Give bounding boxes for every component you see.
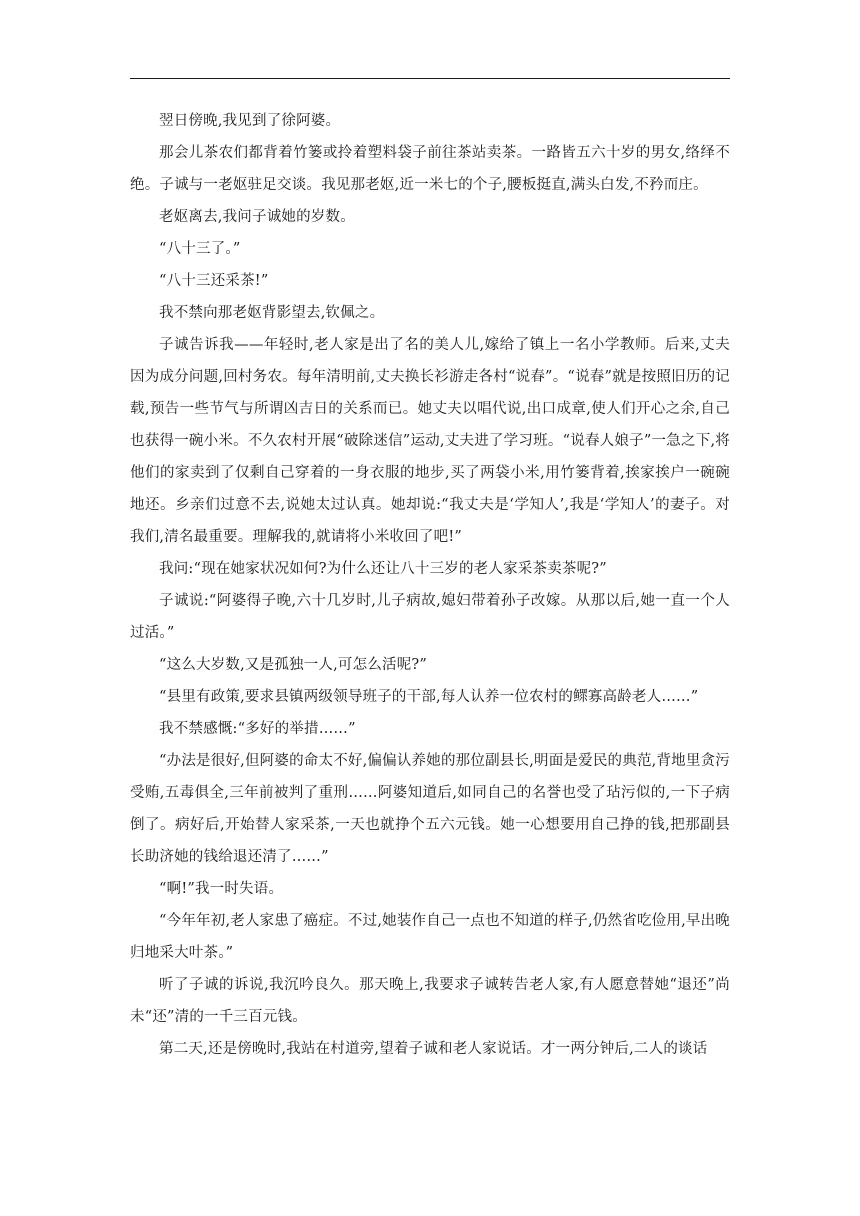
paragraph: 子诚说:“阿婆得子晚,六十几岁时,儿子病故,媳妇带着孙子改嫁。从那以后,她一直一个人过活。” xyxy=(130,593,730,641)
paragraph: “这么大岁数,又是孤独一人,可怎么活呢?” xyxy=(159,657,428,673)
paragraph: 第二天,还是傍晚时,我站在村道旁,望着子诚和老人家说话。才一两分钟后,二人的谈话 xyxy=(159,1041,708,1057)
paragraph: 子诚告诉我——年轻时,老人家是出了名的美人儿,嫁给了镇上一名小学教师。后来,丈夫因为成分问题,回村务农。每年清明前,丈夫换长衫游走各村“说春”。“说春”就是按照旧历的记载,预告一些节气与所谓凶吉日的关系而已。她丈夫以唱代说,出口成章,使人们开心之余,自己也获得一碗小米。不久农村开展“破除迷信”运动,丈夫进了学习班。“说春人娘子”一急之下,将他们的家卖到了仅剩自己穿着的一身衣服的地步,买了两袋小米,用竹篓背着,挨家挨户一碗碗地还。乡亲们过意不去,说她太过认真。她却说:“我丈夫是‘学知人’,我是‘学知人’的妻子。对我们,清名最重要。理解我的,就请将小米收回了吧!” xyxy=(130,337,730,545)
story-body xyxy=(130,105,730,1065)
paragraph: 我不禁感慨:“多好的举措……” xyxy=(159,721,356,737)
paragraph: 那会儿茶农们都背着竹篓或拎着塑料袋子前往茶站卖茶。一路皆五六十岁的男女,络绎不绝。子诚与一老妪驻足交谈。我见那老妪,近一米七的个子,腰板挺直,满头白发,不矜而庄。 xyxy=(130,145,730,193)
paragraph: “八十三了。” xyxy=(159,241,241,257)
paragraph: “办法是很好,但阿婆的命太不好,偏偏认养她的那位副县长,明面是爱民的典范,背地里贪污受贿,五毒俱全,三年前被判了重刑……阿婆知道后,如同自己的名誉也受了玷污似的,一下子病倒了。病好后,开始替人家采茶,一天也就挣个五六元钱。她一心想要用自己挣的钱,把那副县长助济她的钱给退还清了……” xyxy=(130,753,730,865)
paragraph: 我不禁向那老妪背影望去,钦佩之。 xyxy=(159,305,385,321)
paragraph: 我问:“现在她家状况如何?为什么还让八十三岁的老人家采茶卖茶呢?” xyxy=(159,561,607,577)
paragraph: 老妪离去,我问子诚她的岁数。 xyxy=(159,209,355,225)
paragraph: 听了子诚的诉说,我沉吟良久。那天晚上,我要求子诚转告老人家,有人愿意替她“退还”尚未“还”清的一千三百元钱。 xyxy=(130,977,730,1025)
paragraph: “八十三还采茶!” xyxy=(159,273,269,289)
paragraph: “啊!”我一时失语。 xyxy=(159,881,284,897)
paragraph: “县里有政策,要求县镇两级领导班子的干部,每人认养一位农村的鳏寡高龄老人……” xyxy=(159,689,699,705)
header-rule xyxy=(130,78,730,79)
paragraph: 翌日傍晚,我见到了徐阿婆。 xyxy=(159,113,341,129)
paragraph: “今年年初,老人家患了癌症。不过,她装作自己一点也不知道的样子,仍然省吃俭用,早出晚归地采大叶茶。” xyxy=(130,913,730,961)
